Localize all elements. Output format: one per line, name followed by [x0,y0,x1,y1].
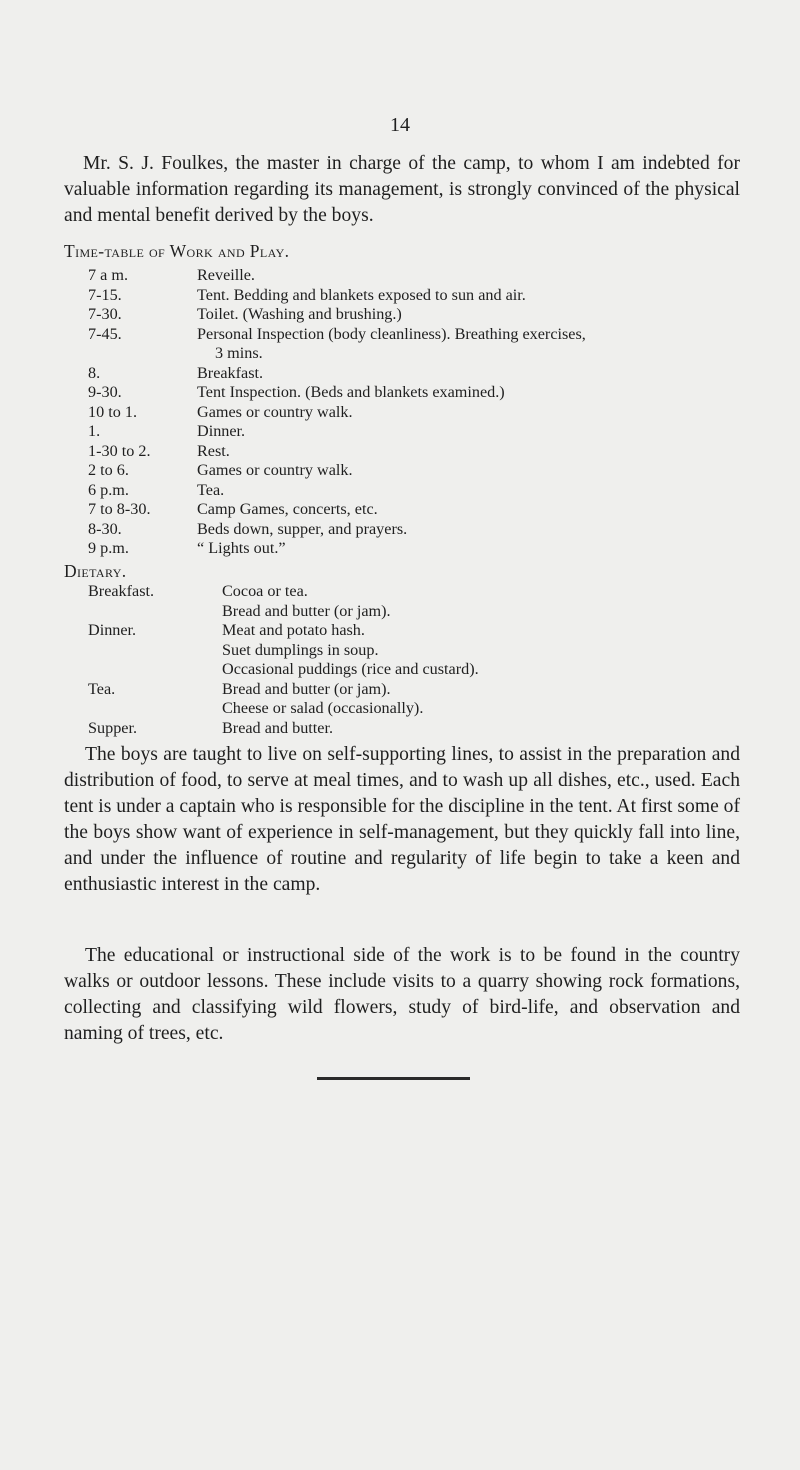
timetable-time: 7-30. [88,305,122,323]
timetable-time: 9-30. [88,383,122,401]
timetable-activity: Tea. [197,480,225,499]
meal-item: Cocoa or tea. [222,582,308,600]
timetable-time: 8. [88,363,101,382]
timetable-time: 6 p.m. [88,480,129,499]
timetable-heading: Time-table of Work and Play. [64,241,290,261]
timetable-time: 7-45. [88,324,122,343]
timetable-activity: Games or country walk. [197,402,353,421]
timetable-activity-continuation: 3 mins. [215,344,263,362]
timetable-activity: Reveille. [197,266,255,284]
meal-items [222,621,722,680]
meal-name: Dinner. [88,621,137,639]
timetable-activity: Rest. [197,441,230,460]
meal-item: Cheese or salad (occasionally). [222,699,424,717]
timetable-time: 7-15. [88,285,122,304]
meal-item: Bread and butter (or jam). [222,601,391,620]
meal-item: Occasional puddings (rice and custard). [222,660,479,678]
body-paragraph: The educational or instructional side of the work is to be found in the country walks or outdoor lessons. These include visits to a quarry showing rock formations, collecting and classifying wild flowers, study of bird-life, and observation and naming of trees, etc. [64,945,740,1044]
timetable-time: 8-30. [88,519,122,538]
timetable-activity: Games or country walk. [197,461,353,479]
timetable-activity: Beds down, supper, and prayers. [197,519,408,538]
timetable-activity-line: Personal Inspection (body cleanliness). Breathing exercises, [197,324,586,343]
timetable-activity: Tent Inspection. (Beds and blankets examined.) [197,383,505,401]
section-divider [317,1077,470,1080]
timetable-time: 10 to 1. [88,402,138,421]
timetable-activity: Tent. Bedding and blankets exposed to sun and air. [197,285,526,304]
meal-item: Suet dumplings in soup. [222,640,379,659]
timetable-activity: Dinner. [197,422,246,440]
meal-name: Breakfast. [88,582,155,600]
meal-name: Supper. [88,718,138,737]
timetable-time: 2 to 6. [88,461,129,479]
timetable-time: 7 to 8-30. [88,500,151,518]
meal-items [222,680,722,719]
intro-paragraph: Mr. S. J. Foulkes, the master in charge of the camp, to whom I am indebted for valuable information regarding its management, is strongly convinced of the physical and mental benefit derived by the boys. [64,153,740,226]
meal-items [222,582,722,621]
timetable-activity: Camp Games, concerts, etc. [197,500,378,518]
body-paragraph: The boys are taught to live on self-supporting lines, to assist in the preparation and distribution of food, to serve at meal times, and to wash up all dishes, etc., used. Each tent is under a captain who is responsible for the discipline in the tent. At first some of the boys show want of experience in self-management, but they quickly fall into line, and under the influence of routine and regularity of life begin to take a keen and enthusiastic interest in the camp. [64,744,740,895]
timetable-activity [197,325,745,364]
meal-item: Meat and potato hash. [222,621,365,639]
timetable-time: 9 p.m. [88,539,129,557]
meal-items [222,719,722,739]
timetable-time: 7 a m. [88,266,129,284]
meal-item: Bread and butter (or jam). [222,679,391,698]
dietary-heading: Dietary. [64,561,127,581]
page-number: 14 [390,114,410,136]
timetable-activity: “ Lights out.” [197,539,286,557]
meal-item: Bread and butter. [222,718,334,737]
timetable-time: 1-30 to 2. [88,441,151,460]
timetable-activity: Breakfast. [197,363,264,382]
timetable-activity: Toilet. (Washing and brushing.) [197,305,402,323]
timetable-time: 1. [88,422,101,440]
meal-name: Tea. [88,679,116,698]
